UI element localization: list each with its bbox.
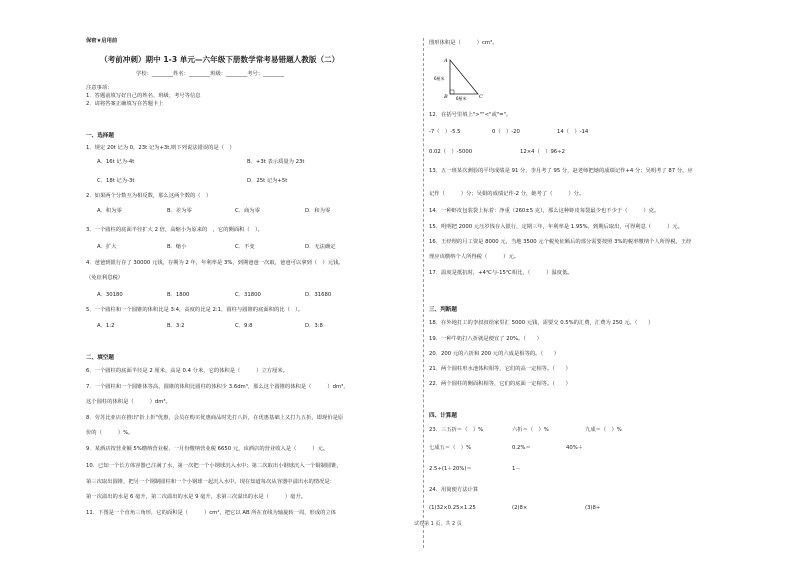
q12-item: 0（ ）-20 — [492, 129, 520, 135]
note-item: 1．答题前填写好自己的姓名、班级、考号等信息 — [86, 93, 201, 99]
q12-item: 12×4（ ）96÷2 — [520, 149, 565, 155]
q24-item: (3)8÷ — [585, 505, 601, 511]
q24-item: (2)8× — [512, 505, 528, 511]
note-item: 2．请将答案正确填写在答题卡上 — [86, 101, 164, 107]
q1-option-d: D．25t 记为+5t — [247, 178, 288, 184]
page-title: （考前冲刺）期中 1-3 单元—六年级下册数学常考易错题人教版（二） — [100, 55, 340, 64]
q12-item: 0.02（ ）-5000 — [429, 149, 473, 155]
question-24: 24．用简便方法计算 — [429, 487, 479, 493]
q2-option-d: D．和为零 — [305, 208, 331, 214]
question-20: 20．200 元的六折和 200 元的六成是相等的。（ ） — [429, 351, 560, 357]
q4-option-b: B．1800 — [167, 292, 190, 298]
notes-heading: 注意事项： — [86, 85, 113, 91]
q2-option-c: C．商为零 — [235, 208, 260, 214]
q23-item: 0.2%＝ — [512, 445, 531, 451]
question-8-cont: 价的（ ）%。 — [86, 430, 134, 436]
question-4: 4．爸爸到银行存了 30000 元钱，存期为 2 年，年利率是 3%，到期爸爸一次取，爸爸可以拿到（ ）元钱。 — [86, 260, 344, 266]
question-5: 5．一个圆柱和一个圆锥的体积比是 3:4，高度的比是 2:1，圆柱与圆锥的底面积的比（ ）。 — [86, 307, 304, 313]
question-17: 17．温度是抵抗时，+4℃与-15℃相比，（ ）温度低。 — [429, 270, 573, 276]
question-9: 9．某酒店按营业额 5%缴纳营业税，一月份缴纳营业税 6650 元，该酒店的营业收入是（ ）元。 — [86, 446, 329, 452]
q5-option-b: B．3:2 — [167, 323, 185, 329]
question-16: 16．王经理的月工资是 8000 元，当地 3500 元个税免征额后的部分需要按照 3%的税率缴纳个人所得税，王经 — [429, 239, 692, 245]
question-7-cont: 这个圆柱的体积是（ ）dm³。 — [86, 399, 171, 405]
q23-item: 六折＝（ ）% — [512, 427, 549, 433]
q23-item: 七成五＝（ ）% — [429, 445, 472, 451]
question-13-cont: 记作（ ）分；吴娟的成绩记作-2 分，她考了（ ）分。 — [429, 191, 585, 197]
section-heading: 三、判断题 — [429, 307, 457, 313]
triangle-base-label: 6厘米 — [456, 96, 467, 101]
q4-option-c: C．31800 — [235, 292, 261, 298]
q12-item: -7（ ）-5.5 — [429, 129, 461, 135]
question-4-note: （免征利息税） — [86, 275, 124, 281]
student-info-line[interactable]: 学校：________姓名：________班级：________考号：________ — [136, 71, 285, 77]
q24-item: (1)32×0.25×1.25 — [429, 505, 476, 511]
section-heading: 四、计算题 — [429, 413, 457, 419]
question-1: 1．规定 20t 记为 0，23t 记为+3t,则下列说法错误的是（ ） — [86, 145, 235, 151]
q3-option-d: D．无法确定 — [305, 244, 336, 250]
question-6: 6．一个圆柱的底面半径是 2 厘米，高是 0.4 分米，它的体积是（ ）立方厘米。 — [86, 368, 288, 374]
question-10: 10．已知一个长方体容器已注满了水，第一次把一个小钢球沉入水中；第二次取出小钢球沉入一个铜制圆锥， — [86, 463, 342, 469]
q2-option-b: B．差为零 — [167, 208, 192, 214]
q1-option-c: C．18t 记为-3t — [97, 178, 135, 184]
q3-option-a: A．扩大 — [97, 244, 117, 250]
q5-option-a: A．1:2 — [97, 323, 115, 329]
question-14: 14．一种虾皮包装袋上标着：净重（260±5 克），那么这种虾皮每袋最少也不少于（ ）克。 — [429, 208, 660, 214]
q3-option-b: B．缩小 — [167, 244, 187, 250]
question-3: 3．一个圆柱的底面半径扩大 2 倍，高缩小为原来的 ，它的侧面积（ ）。 — [86, 227, 263, 233]
question-7: 7．一个圆柱和一个圆锥体等高，圆锥的体积比圆柱的体积少 3.6dm³，那么这个圆锥的体积是（ ）dm³， — [86, 384, 349, 390]
question-13: 13．五一班某次测验的平均成绩是 91 分，李月考了 95 分，赵老师把她的成绩记作+4 分；吴明考了 87 分，应 — [429, 168, 693, 174]
section-heading: 二、填空题 — [86, 355, 114, 361]
q3-option-c: C．不变 — [235, 244, 255, 250]
question-11-cont: 图形体积是（ ）cm³。 — [429, 40, 498, 46]
question-12: 12．在括号里填上">""<"或"="。 — [429, 112, 512, 118]
question-11: 11．下图是一个直角三角形，它的面积是（ ）cm²，把它以 AB 所在直线为轴旋转一周，形成的立体 — [86, 510, 337, 516]
triangle-height-label: 6厘米 — [434, 76, 445, 81]
triangle-label-b: B — [444, 94, 448, 100]
q23-item: 40%＋ — [566, 445, 584, 451]
right-triangle-figure — [434, 56, 484, 101]
question-16-cont: 理应该缴纳个人所得税（ ）元。 — [429, 254, 520, 260]
q2-option-a: A．积为零 — [97, 208, 122, 214]
q23-item: 1－ — [512, 466, 521, 472]
question-15: 15．明明把 2000 元压岁钱存入银行，定期三年，年利率是 1.95%，到期后取出，可得利息（ ）元。 — [429, 224, 683, 230]
q12-item: 14（ ）-14 — [557, 129, 589, 135]
q23-item: 九成＝（ ）% — [585, 427, 622, 433]
column-divider — [423, 38, 424, 548]
question-8: 8．劳苏比亚店在推出"折上折"优惠，会员在购买优惠商品时先打八折，在优惠基础上又打九五折，即现价是原 — [86, 415, 344, 421]
triangle-label-a: A — [444, 58, 448, 64]
question-21: 21．两个圆柱形水池体积相等，它们的高一定相等。（ ） — [429, 366, 571, 372]
q5-option-c: C．9:8 — [235, 323, 253, 329]
question-10-cont: 第一次溢出的水是 6 毫升，第二次溢出的水是 9 毫升，求第三次溢出的水是（ ）毫升。 — [86, 494, 307, 500]
q23-item: 23．三五折＝（ ）% — [429, 427, 484, 433]
q1-option-b: B．+3t 表示质量为 23t — [247, 159, 305, 165]
q4-option-a: A．30180 — [97, 292, 123, 298]
section-heading: 一、选择题 — [86, 133, 114, 139]
question-2: 2．如果两个分数互为相反数，那么这两个数的（ ） — [86, 193, 212, 199]
q4-option-d: D．31680 — [305, 292, 332, 298]
q23-item: 2.5÷(1＋20%)＝ — [429, 466, 472, 472]
page-footer: 试卷第 1 页，共 2 页 — [414, 521, 462, 527]
q5-option-d: D．3:8 — [305, 323, 323, 329]
question-19: 19．一种牛奶打八折就是便宜了 20%。（ ） — [429, 336, 542, 342]
question-22: 22．两个圆柱的侧面积相等，它们的底面一定相等。（ ） — [429, 381, 571, 387]
question-10-cont: 第三次取出圆锥，把另一个钢制圆柱和一个小钢球一起沉入水中。现在知道每次从容器中溢出水的情况是： — [86, 479, 335, 485]
secret-label: 保密★启用前 — [86, 38, 118, 44]
triangle-label-c: C — [479, 94, 483, 100]
question-18: 18．在外地打工的李叔叔给家里汇 5000 元钱，需要交 0.5%的汇费，汇费为 250 元。（ ） — [429, 320, 654, 326]
q1-option-a: A．16t 记为-4t — [97, 159, 135, 165]
